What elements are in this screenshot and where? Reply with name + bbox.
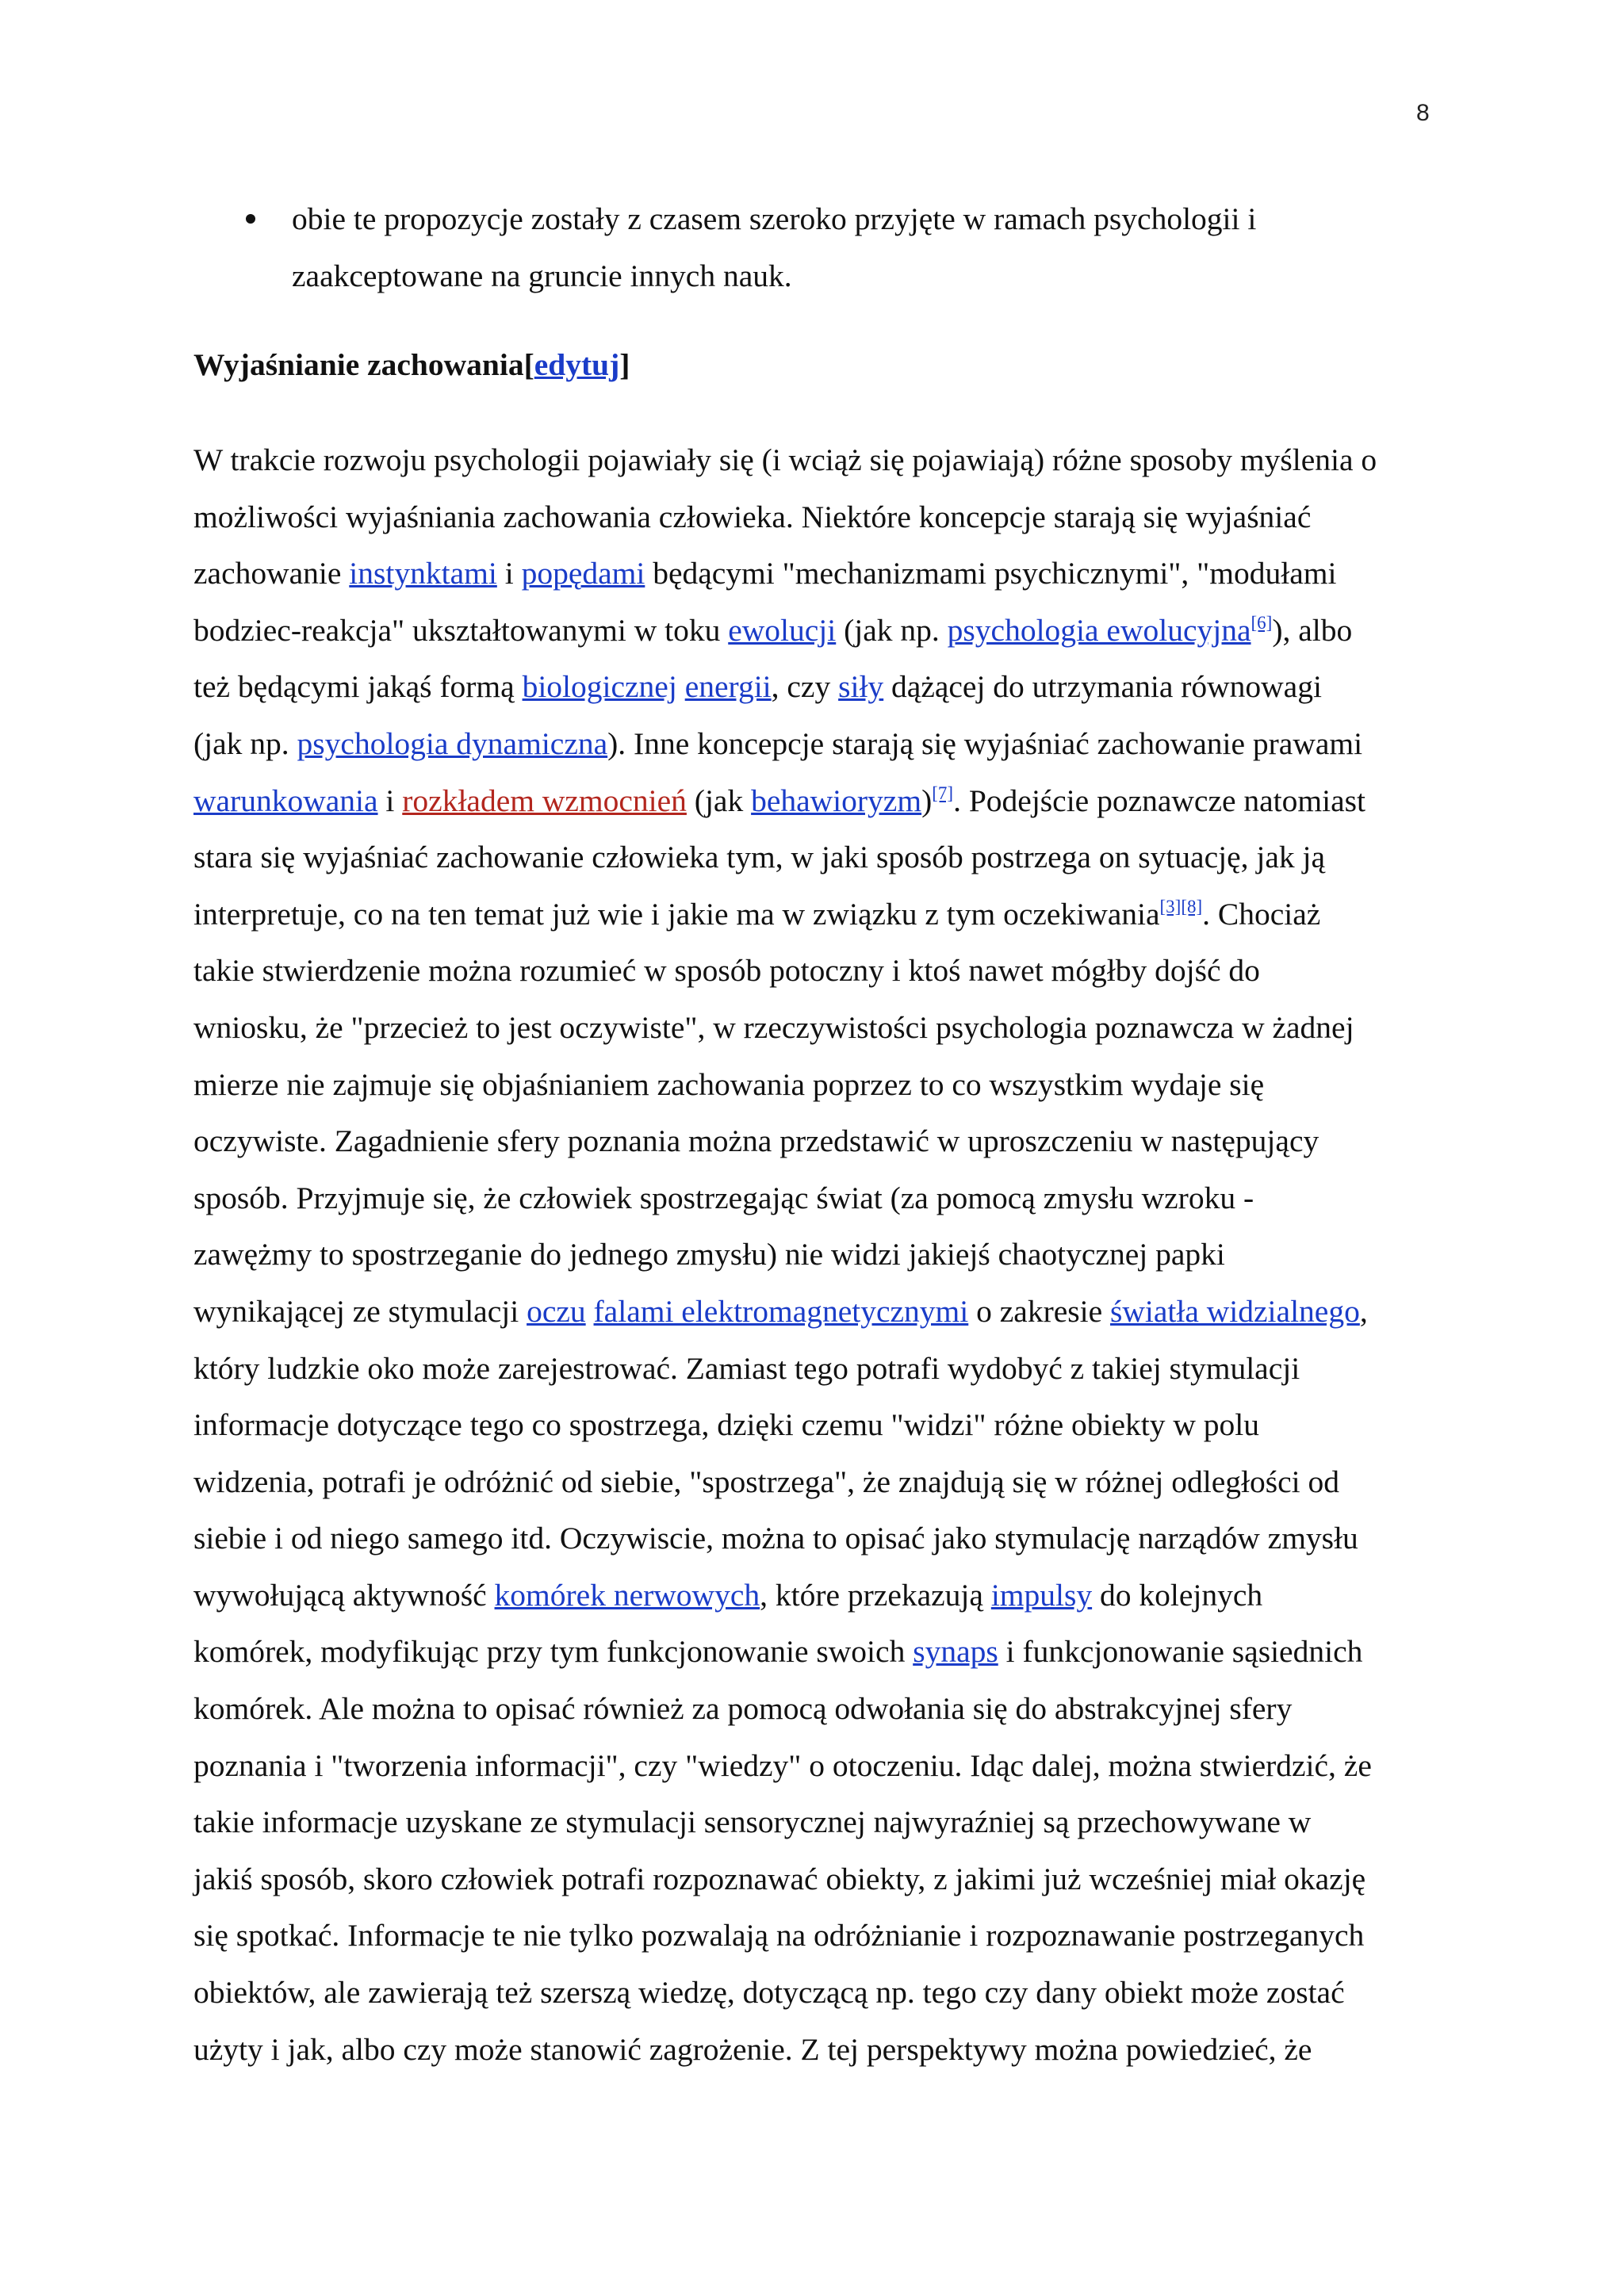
- text-run: , które przekazują: [760, 1577, 991, 1613]
- text-run: ): [921, 783, 933, 818]
- footnote-ref: [1160, 897, 1203, 916]
- paragraph-line: [193, 1624, 1462, 1681]
- text-run: wynikającej ze stymulacji: [193, 1293, 527, 1329]
- text-run: zachowanie: [193, 556, 350, 591]
- text-run: będącymi "mechanizmami psychicznymi", "modułami: [645, 556, 1337, 591]
- paragraph-line: [193, 659, 1462, 716]
- paragraph-line: siebie i od niego samego itd. Oczywiscie, można to opisać jako stymulację narządów zmysłu: [193, 1521, 1358, 1556]
- heading-title: Wyjaśnianie zachowania: [193, 347, 524, 382]
- text-run: . Podejście poznawcze natomiast: [953, 783, 1365, 818]
- paragraph-line: stara się wyjaśniać zachowanie człowieka tym, w jaki sposób postrzega on sytuację, jak ją: [193, 840, 1325, 875]
- link-rozklad-wzmocnien[interactable]: rozkładem wzmocnień: [402, 783, 687, 818]
- paragraph-line: użyty i jak, albo czy może stanowić zagrożenie. Z tej perspektywy można powiedzieć, że: [193, 2031, 1312, 2067]
- paragraph-line: obiektów, ale zawierają też szerszą wiedzę, dotyczącą np. tego czy dany obiekt może zostać: [193, 1975, 1345, 2011]
- link-fale-elektromagnetyczne[interactable]: falami elektromagnetycznymi: [593, 1293, 969, 1329]
- text-run: też będącymi jakąś formą: [193, 669, 523, 705]
- paragraph-line: [193, 716, 1462, 773]
- footnote-link-7[interactable]: [7]: [932, 783, 954, 803]
- link-poped[interactable]: popędami: [521, 556, 645, 591]
- paragraph-line: sposób. Przyjmuje się, że człowiek spostrzegając świat (za pomocą zmysłu wzroku -: [193, 1180, 1254, 1215]
- text-run: , czy: [771, 669, 839, 705]
- paragraph-line: który ludzkie oko może zarejestrować. Zamiast tego potrafi wydobyć z takiej stymulacji: [193, 1350, 1300, 1386]
- link-biologiczna[interactable]: biologicznej: [522, 669, 677, 705]
- paragraph-line: takie informacje uzyskane ze stymulacji sensorycznej najwyraźniej są przechowywane w: [193, 1804, 1312, 1840]
- text-run: ,: [1359, 1293, 1368, 1329]
- link-oczy[interactable]: oczu: [527, 1293, 586, 1329]
- paragraph-line: W trakcie rozwoju psychologii pojawiały się (i wciąż się pojawiają) różne sposoby myślenia o: [193, 442, 1377, 477]
- paragraph-line: możliwości wyjaśniania zachowania człowieka. Niektóre koncepcje starają się wyjaśniać: [193, 499, 1312, 534]
- paragraph-line: oczywiste. Zagadnienie sfery poznania można przedstawić w uproszczeniu w następujący: [193, 1123, 1320, 1159]
- bullet-text: [292, 190, 1457, 304]
- text-run: do kolejnych: [1092, 1577, 1263, 1613]
- paragraph-line: wniosku, że "przecież to jest oczywiste", w rzeczywistości psychologia poznawcza w żadnej: [193, 1009, 1354, 1045]
- link-komorki-nerwowe[interactable]: komórek nerwowych: [494, 1577, 760, 1613]
- heading-bracket-close: ]: [619, 347, 630, 382]
- paragraph-line: mierze nie zajmuje się objaśnianiem zachowania poprzez to co wszystkim wydaje się: [193, 1066, 1265, 1102]
- text-run: interpretuje, co na ten temat już wie i jakie ma w związku z tym oczekiwania: [193, 896, 1160, 932]
- link-warunkowanie[interactable]: warunkowania: [193, 783, 378, 818]
- text-run: . Chociaż: [1202, 896, 1321, 932]
- paragraph-line: [193, 603, 1462, 660]
- text-run: [677, 669, 685, 704]
- link-instynkty[interactable]: instynktami: [349, 556, 497, 591]
- paragraph-line: [193, 1284, 1462, 1341]
- page-number: 8: [1416, 100, 1430, 126]
- paragraph-line: widzenia, potrafi je odróżnić od siebie, "spostrzega", że znajdują się w różnej odległości od: [193, 1464, 1339, 1499]
- bullet-line: zaakceptowane na gruncie innych nauk.: [292, 258, 792, 293]
- text-run: dążącej do utrzymania równowagi: [883, 669, 1322, 705]
- link-psychologia-ewolucyjna[interactable]: psychologia ewolucyjna: [947, 612, 1251, 648]
- footnote-link-6[interactable]: [6]: [1251, 612, 1273, 633]
- bullet-line: obie te propozycje zostały z czasem szeroko przyjęte w ramach psychologii i: [292, 201, 1257, 236]
- text-run: (jak np.: [193, 725, 297, 761]
- paragraph-line: zawężmy to spostrzeganie do jednego zmysłu) nie widzi jakiejś chaotycznej papki: [193, 1237, 1225, 1272]
- text-run: (jak: [686, 783, 752, 818]
- bullet-icon: [246, 214, 255, 224]
- heading-bracket-open: [: [523, 347, 534, 382]
- paragraph-line: poznania i "tworzenia informacji", czy "wiedzy" o otoczeniu. Idąc dalej, można stwierdzić, że: [193, 1747, 1372, 1783]
- footnote-link-3[interactable]: [3]: [1159, 896, 1182, 916]
- text-run: i: [496, 556, 522, 591]
- paragraph-line: [193, 1567, 1462, 1624]
- link-swiatlo-widzialne[interactable]: światła widzialnego: [1110, 1293, 1360, 1329]
- link-sila[interactable]: siły: [838, 669, 884, 705]
- section-heading: [193, 341, 630, 388]
- text-run: bodziec-reakcja" ukształtowanymi w toku: [193, 612, 729, 648]
- paragraph-line: [193, 773, 1462, 830]
- text-run: komórek, modyfikując przy tym funkcjonowanie swoich: [193, 1634, 914, 1670]
- link-psychologia-dynamiczna[interactable]: psychologia dynamiczna: [297, 725, 608, 761]
- paragraph-line: komórek. Ale można to opisać również za pomocą odwołania się do abstrakcyjnej sfery: [193, 1691, 1293, 1727]
- link-energia[interactable]: energii: [684, 669, 772, 705]
- body-paragraph: [193, 432, 1462, 2078]
- paragraph-line: się spotkać. Informacje te nie tylko pozwalają na odróżnianie i rozpoznawanie postrzeganych: [193, 1918, 1365, 1954]
- paragraph-line: jakiś sposób, skoro człowiek potrafi rozpoznawać obiekty, z jakimi już wcześniej miał okazję: [193, 1861, 1366, 1896]
- text-run: [586, 1294, 594, 1329]
- text-run: (jak np.: [836, 612, 948, 648]
- link-impulsy[interactable]: impulsy: [990, 1577, 1093, 1613]
- paragraph-line: [193, 545, 1462, 603]
- text-run: i: [377, 783, 403, 818]
- link-ewolucja[interactable]: ewolucji: [728, 612, 837, 648]
- text-run: ), albo: [1272, 612, 1353, 648]
- text-run: i funkcjonowanie sąsiednich: [998, 1634, 1363, 1670]
- text-run: ). Inne koncepcje starają się wyjaśniać zachowanie prawami: [607, 725, 1363, 761]
- paragraph-line: informacje dotyczące tego co spostrzega, dzięki czemu "widzi" różne obiekty w polu: [193, 1407, 1260, 1443]
- link-synapsy[interactable]: synaps: [913, 1634, 998, 1670]
- text-run: o zakresie: [968, 1293, 1111, 1329]
- paragraph-line: [193, 886, 1462, 943]
- text-run: wywołującą aktywność: [193, 1577, 495, 1613]
- footnote-ref: [1251, 613, 1273, 633]
- footnote-ref: [932, 783, 953, 803]
- paragraph-line: takie stwierdzenie można rozumieć w sposób potoczny i ktoś nawet mógłby dojść do: [193, 953, 1260, 989]
- link-behawioryzm[interactable]: behawioryzm: [751, 783, 922, 818]
- footnote-link-8[interactable]: [8]: [1181, 896, 1203, 916]
- edit-link[interactable]: edytuj: [534, 347, 620, 382]
